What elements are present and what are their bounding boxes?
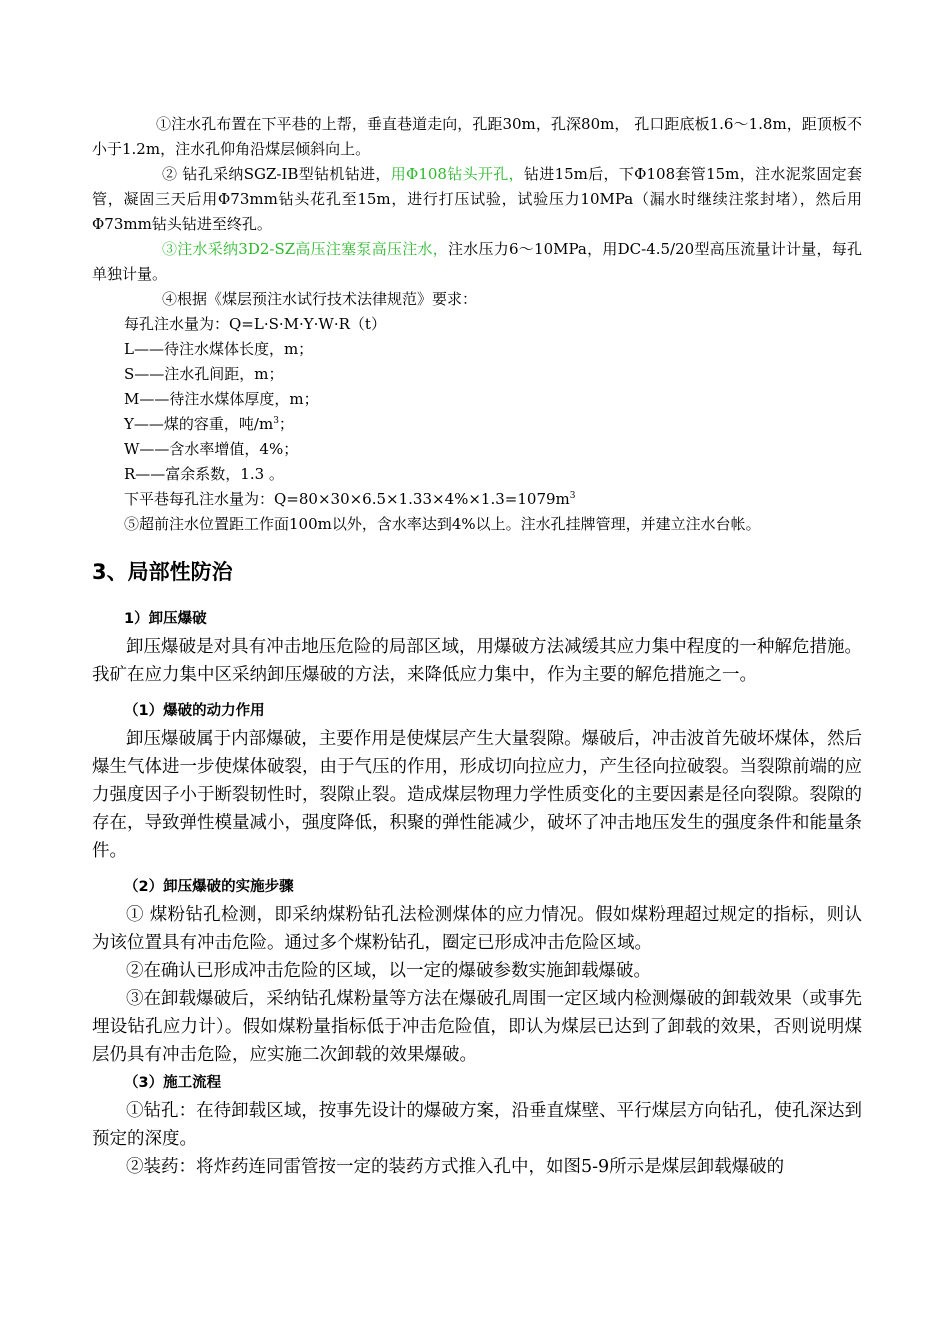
formula-def-w: W——含水率增值，4%；	[124, 440, 299, 458]
paragraph-process-drilling: ①钻孔：在待卸载区域，按事先设计的爆破方案，沿垂直煤壁、平行煤层方向钻孔，使孔深达到预定的深度。	[92, 1101, 862, 1149]
highlight-green-text: 用Φ108钻头开孔，	[390, 165, 524, 183]
document-page	[92, 112, 862, 1181]
superscript: 3	[569, 491, 576, 501]
paragraph-blasting-intro: 卸压爆破是对具有冲击地压危险的局部区域，用爆破方法减缓其应力集中程度的一种解危措施。我矿在应力集中区采纳卸压爆破的方法，来降低应力集中，作为主要的解危措施之一。	[92, 637, 862, 685]
paragraph-step-2: ②在确认已形成冲击危险的区域，以一定的爆破参数实施卸载爆破。	[126, 961, 651, 981]
paragraph-drilling	[92, 162, 862, 237]
formula-def-y-text: Y——煤的容重，吨/m	[124, 415, 274, 433]
formula-calculation-text: 下平巷每孔注水量为：Q=80×30×6.5×1.33×4%×1.3=1079m	[124, 490, 570, 508]
subheading-pressure-relief-blasting: 1）卸压爆破	[124, 611, 207, 627]
subheading-implementation-steps: （2）卸压爆破的实施步骤	[124, 879, 294, 895]
highlight-green-text: ③注水采纳3D2-SZ高压注塞泵高压注水，	[162, 240, 448, 258]
formula-def-l: L——待注水煤体长度，m；	[124, 340, 314, 358]
paragraph-process-charging: ②装药：将炸药连同雷管按一定的装药方式推入孔中，如图5-9所示是煤层卸载爆破的	[126, 1157, 785, 1177]
paragraph-injection	[92, 237, 862, 287]
paragraph-standard: ④根据《煤层预注水试行技术法律规范》要求：	[162, 290, 478, 308]
paragraph-blasting-dynamics: 卸压爆破属于内部爆破，主要作用是使煤层产生大量裂隙。爆破后，冲击波首先破坏煤体，然后爆生气体进一步使煤体破裂，由于气压的作用，形成切向拉应力，产生径向拉破裂。当裂隙前端的应力强度因子小于断裂韧性时，裂隙止裂。造成煤层物理力学性质变化的主要因素是径向裂隙。裂隙的存在，导致弹性模量减小，强度降低，积聚的弹性能减少，破坏了冲击地压发生的强度条件和能量条件。	[92, 729, 862, 861]
formula-line: 每孔注水量为：Q=L·S·M·Y·W·R（t）	[124, 315, 386, 333]
injection-text-end: 注水压力6～10MPa，用DC-4.5/20型高压流量计计量，每孔单独计量。	[92, 240, 862, 283]
subheading-blasting-dynamics: （1）爆破的动力作用	[124, 703, 265, 719]
drilling-text-end: 钻进15m后，下Φ108套管15m，注水泥浆固定套管，凝固三天后用Φ73mm钻头花孔至15m，进行打压试验，试验压力10MPa（漏水时继续注浆封堵），然后用Φ73mm钻头钻进至终孔。	[92, 165, 863, 233]
subheading-construction-process: （3）施工流程	[124, 1075, 222, 1091]
paragraph-water-hole-layout: ①注水孔布置在下平巷的上帮，垂直巷道走向，孔距30m，孔深80m， 孔口距底板1.6～1.8m，距顶板不小于1.2m，注水孔仰角沿煤层倾斜向上。	[92, 115, 862, 158]
formula-def-s: S——注水孔间距，m；	[124, 365, 284, 383]
paragraph-step-1: ① 煤粉钻孔检测，即采纳煤粉钻孔法检测煤体的应力情况。假如煤粉理超过规定的指标，则认为该位置具有冲击危险。通过多个煤粉钻孔，圈定已形成冲击危险区域。	[92, 905, 862, 953]
formula-calculation	[92, 487, 862, 512]
section-heading: 3、局部性防治	[92, 560, 233, 584]
formula-def-r: R——富余系数，1.3 。	[124, 465, 284, 483]
drilling-text-start: ② 钻孔采纳SGZ-IB型钻机钻进，	[162, 165, 391, 183]
paragraph-step-3: ③在卸载爆破后，采纳钻孔煤粉量等方法在爆破孔周围一定区域内检测爆破的卸载效果（或事先埋设钻孔应力计）。假如煤粉量指标低于冲击危险值，即认为煤层已达到了卸载的效果，否则说明煤层仍具有冲击危险，应实施二次卸载的效果爆破。	[92, 989, 862, 1065]
superscript: 3	[273, 416, 279, 426]
formula-def-y	[92, 412, 862, 437]
formula-def-y-end: ；	[278, 415, 294, 433]
formula-def-m: M——待注水煤体厚度，m；	[124, 390, 319, 408]
paragraph-advance-injection: ⑤超前注水位置距工作面100m以外，含水率达到4%以上。注水孔挂牌管理，并建立注水台帐。	[124, 515, 761, 533]
